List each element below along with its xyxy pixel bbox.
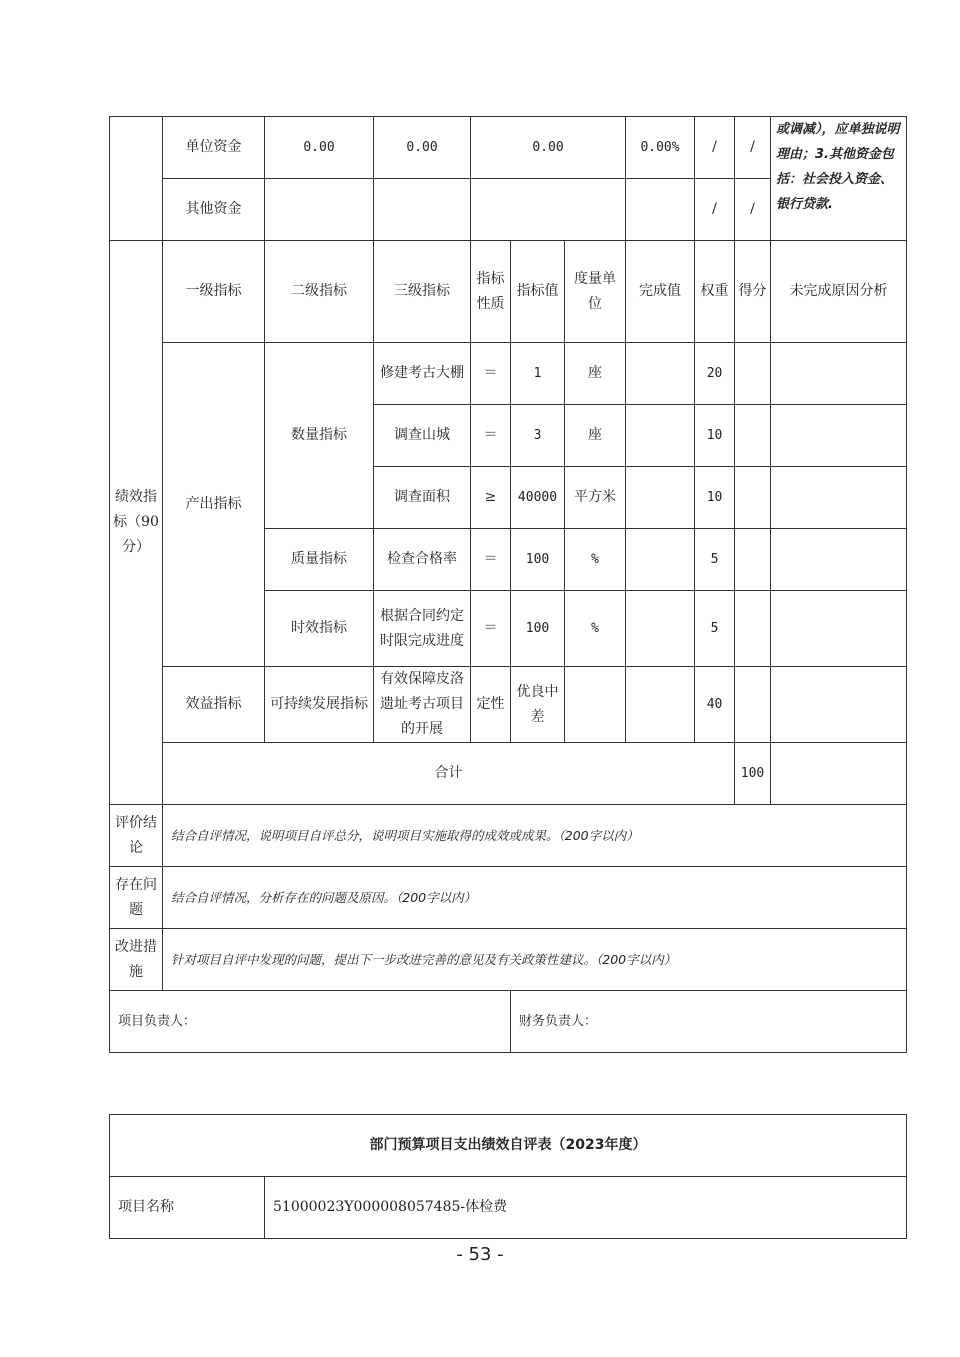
funds-unit-v6: / — [735, 117, 771, 179]
quality-label: 质量指标 — [265, 529, 374, 591]
problem-row — [110, 867, 907, 929]
project-name-label: 项目名称 — [110, 1177, 265, 1239]
funds-performance-table — [109, 116, 907, 991]
funds-unit-v5: / — [695, 117, 735, 179]
problem-text: 结合自评情况，分析存在的问题及原因。（200字以内） — [163, 867, 907, 929]
perf-header-row — [110, 241, 907, 343]
row-unit: 座 — [565, 405, 626, 467]
row-weight: 10 — [695, 467, 735, 529]
funds-unit-label: 单位资金 — [163, 117, 265, 179]
row-unit: % — [565, 529, 626, 591]
row-val: 3 — [511, 405, 565, 467]
total-label: 合计 — [163, 743, 735, 805]
improve-text: 针对项目自评中发现的问题，提出下一步改进完善的意见及有关政策性建议。（200字以内） — [163, 929, 907, 991]
row-val: 40000 — [511, 467, 565, 529]
row-name: 修建考古大棚 — [374, 343, 471, 405]
row-op: ＝ — [471, 405, 511, 467]
quantity-label: 数量指标 — [265, 343, 374, 529]
header-level2: 二级指标 — [265, 241, 374, 343]
funds-note: 或调减），应单独说明理由；3.其他资金包括：社会投入资金、银行贷款. — [771, 117, 907, 241]
finance-lead-label: 财务负责人： — [511, 991, 907, 1053]
funds-unit-v4: 0.00% — [626, 117, 695, 179]
row-name: 调查面积 — [374, 467, 471, 529]
problem-label: 存在问题 — [110, 867, 163, 929]
header-score: 得分 — [735, 241, 771, 343]
row-val: 100 — [511, 591, 565, 667]
output-label: 产出指标 — [163, 343, 265, 667]
self-evaluation-table-2023 — [109, 1114, 907, 1239]
benefit-label: 效益指标 — [163, 667, 265, 743]
row-weight: 5 — [695, 529, 735, 591]
header-value: 指标值 — [511, 241, 565, 343]
timeliness-label: 时效指标 — [265, 591, 374, 667]
row-val: 优良中差 — [511, 667, 565, 743]
header-weight: 权重 — [695, 241, 735, 343]
row-op: ≥ — [471, 467, 511, 529]
funds-unit-v3: 0.00 — [471, 117, 626, 179]
row-op: 定性 — [471, 667, 511, 743]
funds-other-label: 其他资金 — [163, 179, 265, 241]
row-weight: 10 — [695, 405, 735, 467]
row-unit: % — [565, 591, 626, 667]
funds-unit-v1: 0.00 — [265, 117, 374, 179]
page-number: - 53 - — [456, 1244, 504, 1265]
project-lead-label: 项目负责人： — [110, 991, 511, 1053]
row-name: 根据合同约定时限完成进度 — [374, 591, 471, 667]
row-name: 调查山城 — [374, 405, 471, 467]
row-val: 1 — [511, 343, 565, 405]
funds-other-v5: / — [695, 179, 735, 241]
funds-blank-cell — [110, 117, 163, 241]
row-weight: 40 — [695, 667, 735, 743]
row-op: ＝ — [471, 529, 511, 591]
table-row — [110, 343, 907, 405]
header-unit: 度量单位 — [565, 241, 626, 343]
row-weight: 20 — [695, 343, 735, 405]
row-name: 有效保障皮洛遗址考古项目的开展 — [374, 667, 471, 743]
row-unit: 平方米 — [565, 467, 626, 529]
row-name: 检查合格率 — [374, 529, 471, 591]
improve-label: 改进措施 — [110, 929, 163, 991]
total-weight: 100 — [735, 743, 771, 805]
header-reason: 未完成原因分析 — [771, 241, 907, 343]
total-row — [110, 743, 907, 805]
row-weight: 5 — [695, 591, 735, 667]
header-done: 完成值 — [626, 241, 695, 343]
project-name-value: 51000023Y000008057485-体检费 — [265, 1177, 907, 1239]
row-op: ＝ — [471, 343, 511, 405]
perf-section-label: 绩效指标（90分） — [110, 241, 163, 805]
row-op: ＝ — [471, 591, 511, 667]
sustain-label: 可持续发展指标 — [265, 667, 374, 743]
conclusion-row — [110, 805, 907, 867]
header-level3: 三级指标 — [374, 241, 471, 343]
funds-other-v6: / — [735, 179, 771, 241]
signature-table — [109, 990, 907, 1053]
row-unit: 座 — [565, 343, 626, 405]
funds-unit-v2: 0.00 — [374, 117, 471, 179]
conclusion-text: 结合自评情况，说明项目自评总分，说明项目实施取得的成效或成果。（200字以内） — [163, 805, 907, 867]
header-level1: 一级指标 — [163, 241, 265, 343]
page-title: 部门预算项目支出绩效自评表（2023年度） — [110, 1115, 907, 1177]
row-val: 100 — [511, 529, 565, 591]
improve-row — [110, 929, 907, 991]
table-row — [110, 667, 907, 743]
funds-row-unit — [110, 117, 907, 179]
conclusion-label: 评价结论 — [110, 805, 163, 867]
header-nature: 指标性质 — [471, 241, 511, 343]
